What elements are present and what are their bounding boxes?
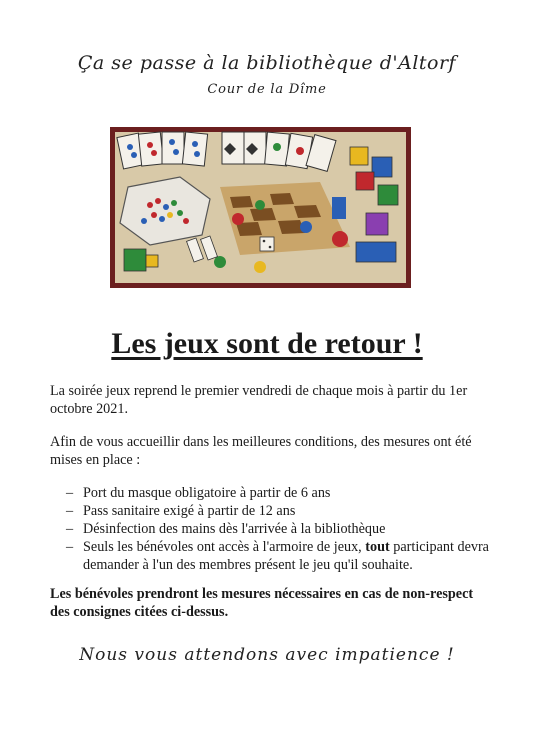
- measure-item: [50, 484, 490, 502]
- measure-text: Désinfection des mains dès l'arrivée à la bibliothèque: [83, 521, 386, 537]
- measure-item: [50, 502, 490, 520]
- intro-paragraph: La soirée jeux reprend le premier vendredi de chaque mois à partir du 1er octobre 2021.: [50, 383, 468, 417]
- list-dash: –: [66, 539, 74, 555]
- board-games-illustration: [110, 127, 411, 288]
- list-dash: –: [66, 503, 74, 519]
- measure-text-part: Seuls les bénévoles ont accès à l'armoire de jeux,: [83, 539, 366, 555]
- location-subtitle: Cour de la Dîme: [207, 82, 327, 97]
- list-dash: –: [66, 521, 74, 537]
- measure-text: Pass sanitaire exigé à partir de 12 ans: [83, 503, 296, 519]
- closing-message: Nous vous attendons avec impatience !: [79, 645, 455, 665]
- measures-intro-paragraph: Afin de vous accueillir dans les meilleures conditions, des mesures ont été mises en place :: [50, 434, 472, 468]
- list-dash: –: [66, 485, 74, 501]
- measure-item: [50, 538, 490, 574]
- main-title: Les jeux sont de retour !: [111, 327, 423, 360]
- measure-text: Port du masque obligatoire à partir de 6 ans: [83, 485, 331, 501]
- measure-item: [50, 520, 490, 538]
- measure-text-part: participant devra demander à l'un des membres présent le jeu qu'il souhaite.: [83, 539, 489, 573]
- measure-bold-word: tout: [365, 539, 390, 555]
- warning-paragraph: Les bénévoles prendront les mesures nécessaires en cas de non-respect des consignes citées ci-dessus.: [50, 586, 474, 620]
- measures-list: [50, 484, 490, 574]
- library-header-title: Ça se passe à la bibliothèque d'Altorf: [77, 52, 457, 74]
